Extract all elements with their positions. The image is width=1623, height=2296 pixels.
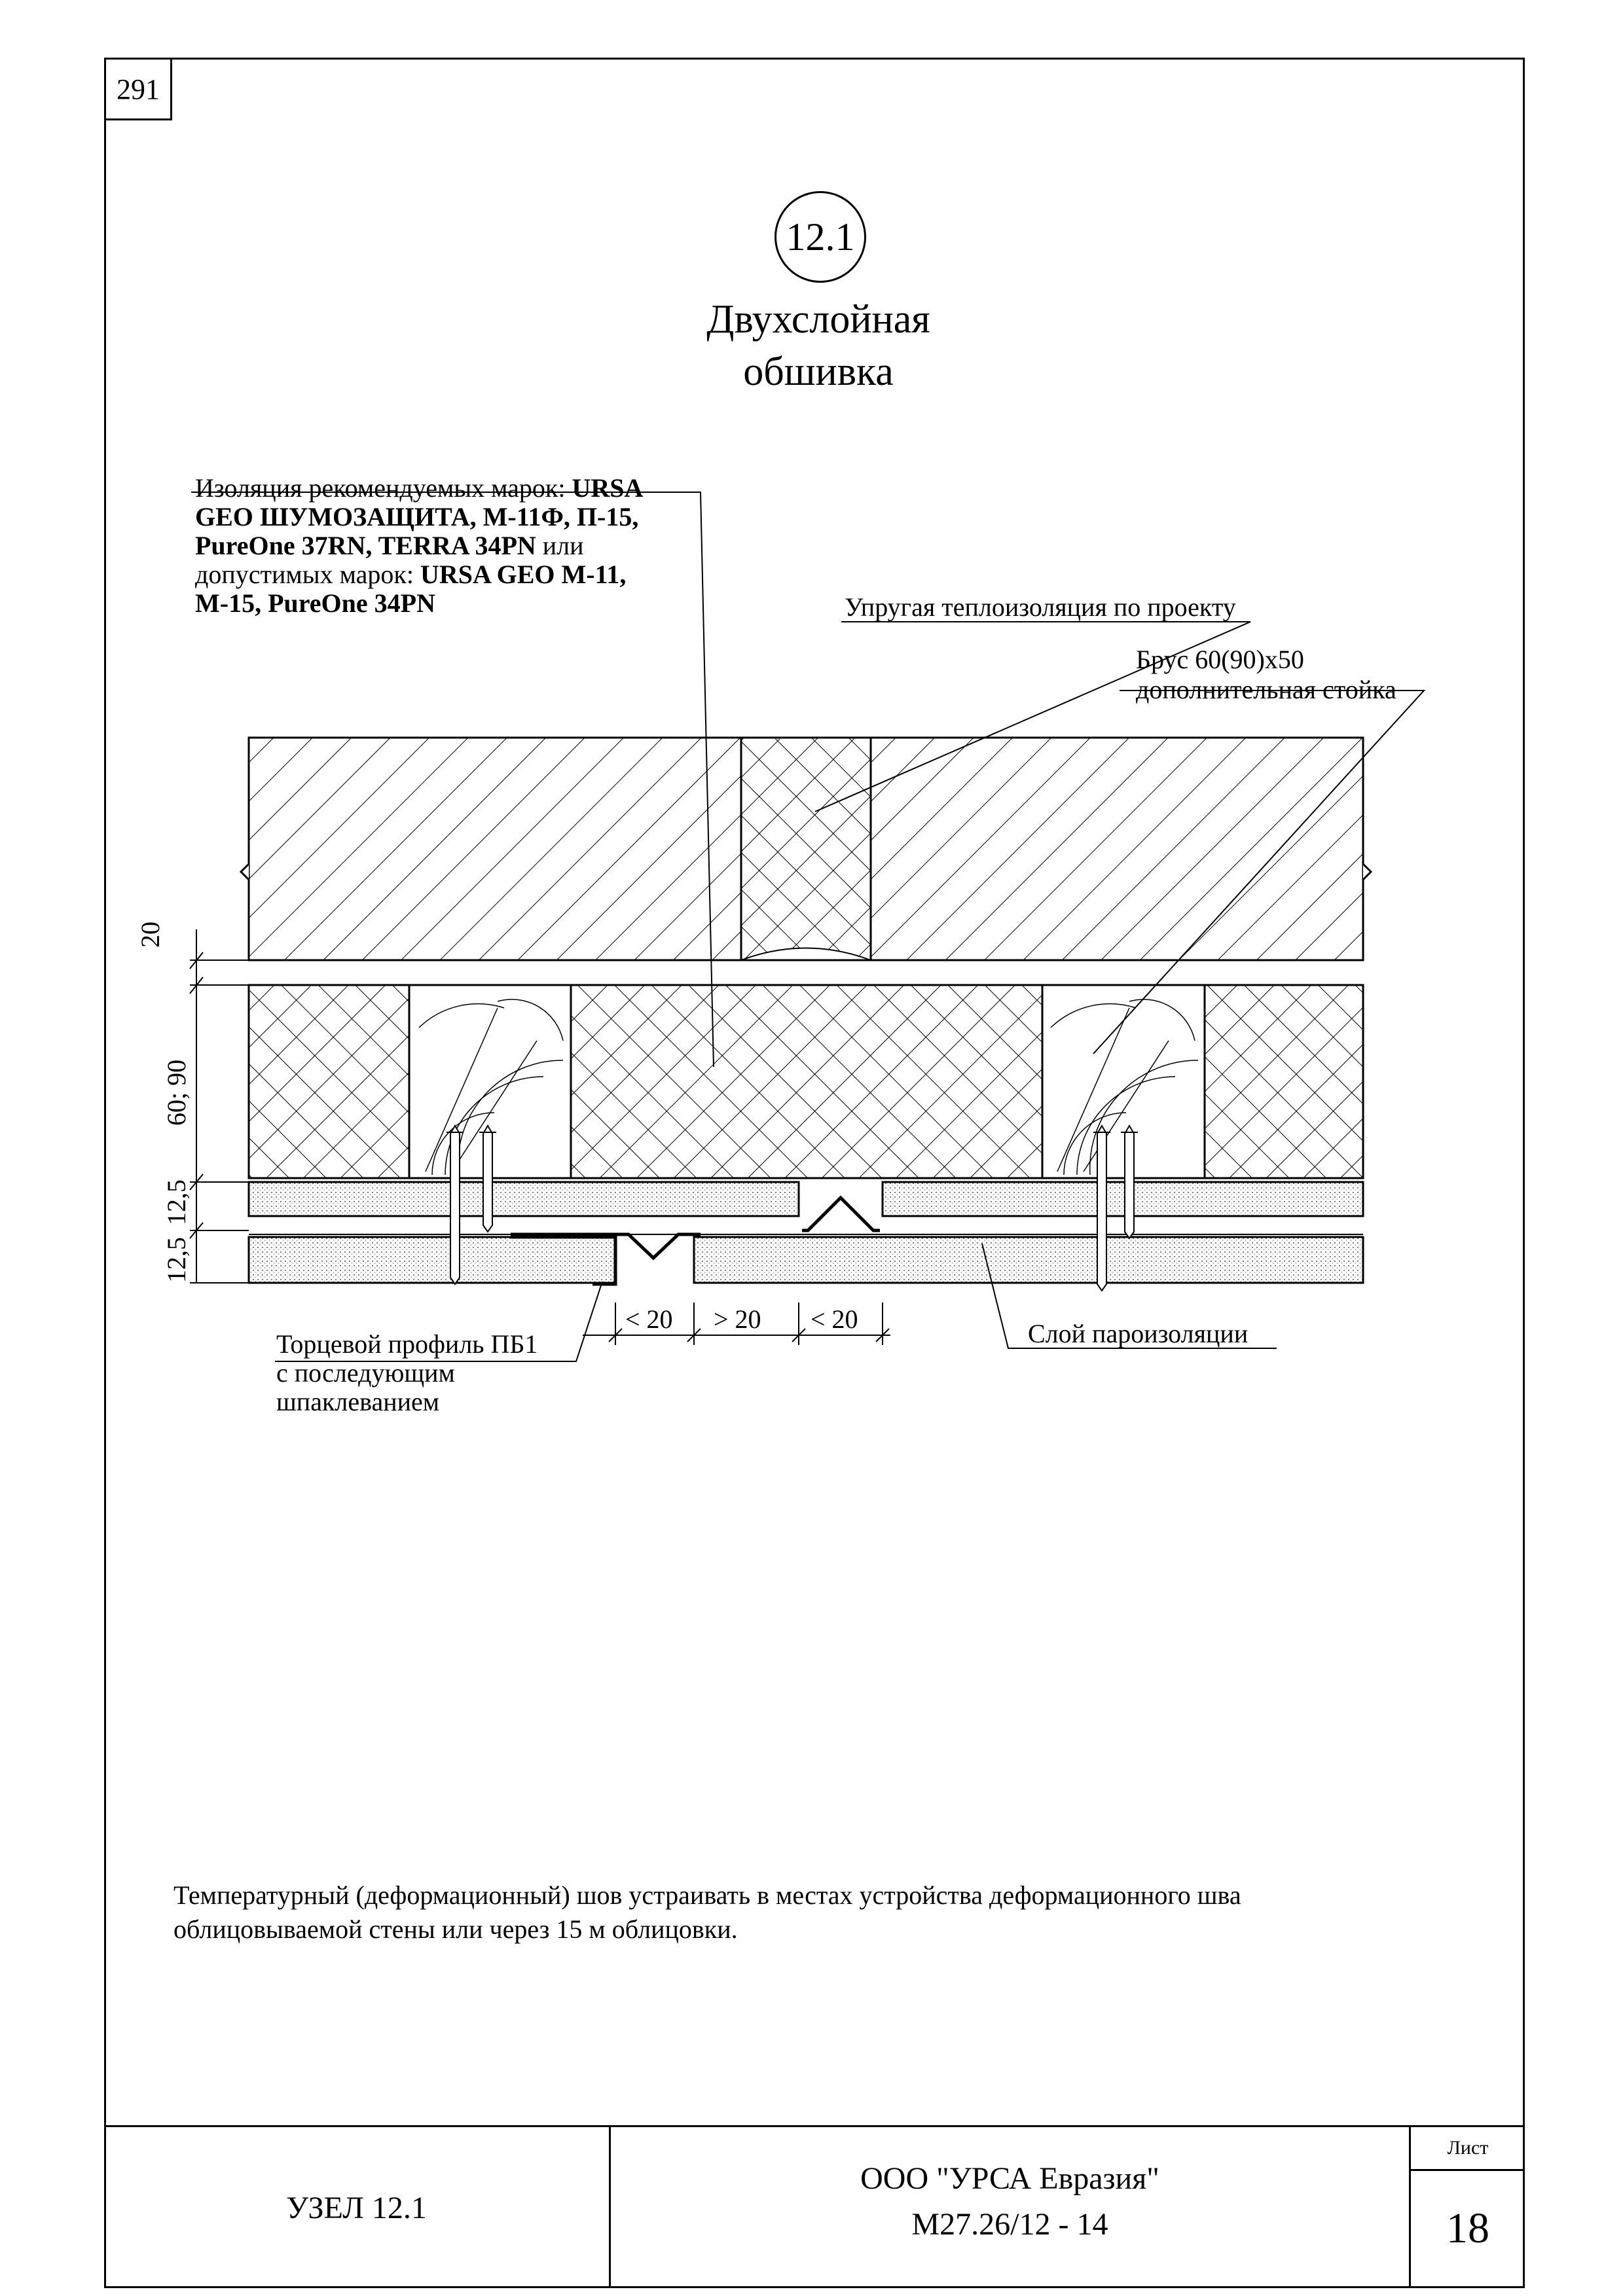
gypsum-board-layer-2 <box>249 1237 1363 1283</box>
vapor-barrier-callout: Слой пароизоляции <box>1028 1319 1249 1348</box>
document-code: М27.26/12 - 14 <box>911 2207 1108 2242</box>
insulation-line-4-bold: URSA GEO М-11, <box>420 560 627 589</box>
end-profile-callout <box>276 1330 538 1416</box>
title-line-2: обшивка <box>743 350 894 394</box>
sheet-label: Лист <box>1411 2127 1525 2171</box>
insulation-line-1: Изоляция рекомендуемых марок: <box>195 473 572 503</box>
insulation-line-3: или <box>536 531 584 560</box>
node-label: УЗЕЛ 12.1 <box>104 2127 611 2288</box>
insulation-line-3-bold: PureOne 37RN, TERRA 34PN <box>195 531 536 560</box>
title-line-1: Двухслойная <box>706 297 930 342</box>
gypsum-board-layer-1 <box>249 1182 1363 1216</box>
note-line-1: Температурный (деформационный) шов устраивать в местах устройства деформационного шва <box>173 1880 1241 1910</box>
page-number: 291 <box>104 58 172 120</box>
timber-callout-line-1: Брус 60(90)х50 <box>1136 645 1304 674</box>
dim-label-lt-20-a: < 20 <box>625 1304 673 1334</box>
title-block <box>104 2125 1525 2288</box>
timber-stud-right <box>1042 985 1205 1178</box>
elastic-insulation-callout: Упругая теплоизоляция по проекту <box>845 592 1236 622</box>
dim-label-20: 20 <box>136 922 165 948</box>
end-profile-line-2: с последующим <box>276 1358 455 1388</box>
sheet-number: 18 <box>1446 2204 1489 2252</box>
insulation-callout <box>195 474 643 618</box>
insulation-line-4: допустимых марок: <box>195 560 420 589</box>
timber-callout-line-2: дополнительная стойка <box>1136 675 1396 704</box>
insulation-line-5: М-15, PureOne 34PN <box>195 588 435 618</box>
company-name: ООО "УРСА Евразия" <box>860 2161 1159 2196</box>
end-profile-line-3: шпаклеванием <box>276 1387 440 1416</box>
vertical-dimensions <box>190 929 249 1283</box>
dim-label-lt-20-b: < 20 <box>811 1304 858 1334</box>
insulation-line-1-bold: URSA <box>572 473 644 503</box>
elastic-insulation <box>741 738 871 960</box>
dim-label-12-5-a: 12,5 <box>162 1179 191 1225</box>
dim-label-gt-20: > 20 <box>714 1304 761 1334</box>
dim-label-12-5-b: 12,5 <box>162 1237 191 1283</box>
node-marker: 12.1 <box>775 191 866 283</box>
insulation-line-2: GEO ШУМОЗАЩИТА, М-11Ф, П-15, <box>195 502 639 531</box>
dim-label-60-90: 60; 90 <box>162 1059 191 1126</box>
company-block <box>611 2127 1411 2288</box>
end-profile-line-1: Торцевой профиль ПБ1 <box>276 1329 538 1359</box>
sheet-block <box>1411 2127 1525 2288</box>
general-note <box>173 1878 1241 1946</box>
deformation-profile-upper <box>802 1198 880 1230</box>
note-line-2: облицовываемой стены или через 15 м облицовки. <box>173 1914 738 1944</box>
